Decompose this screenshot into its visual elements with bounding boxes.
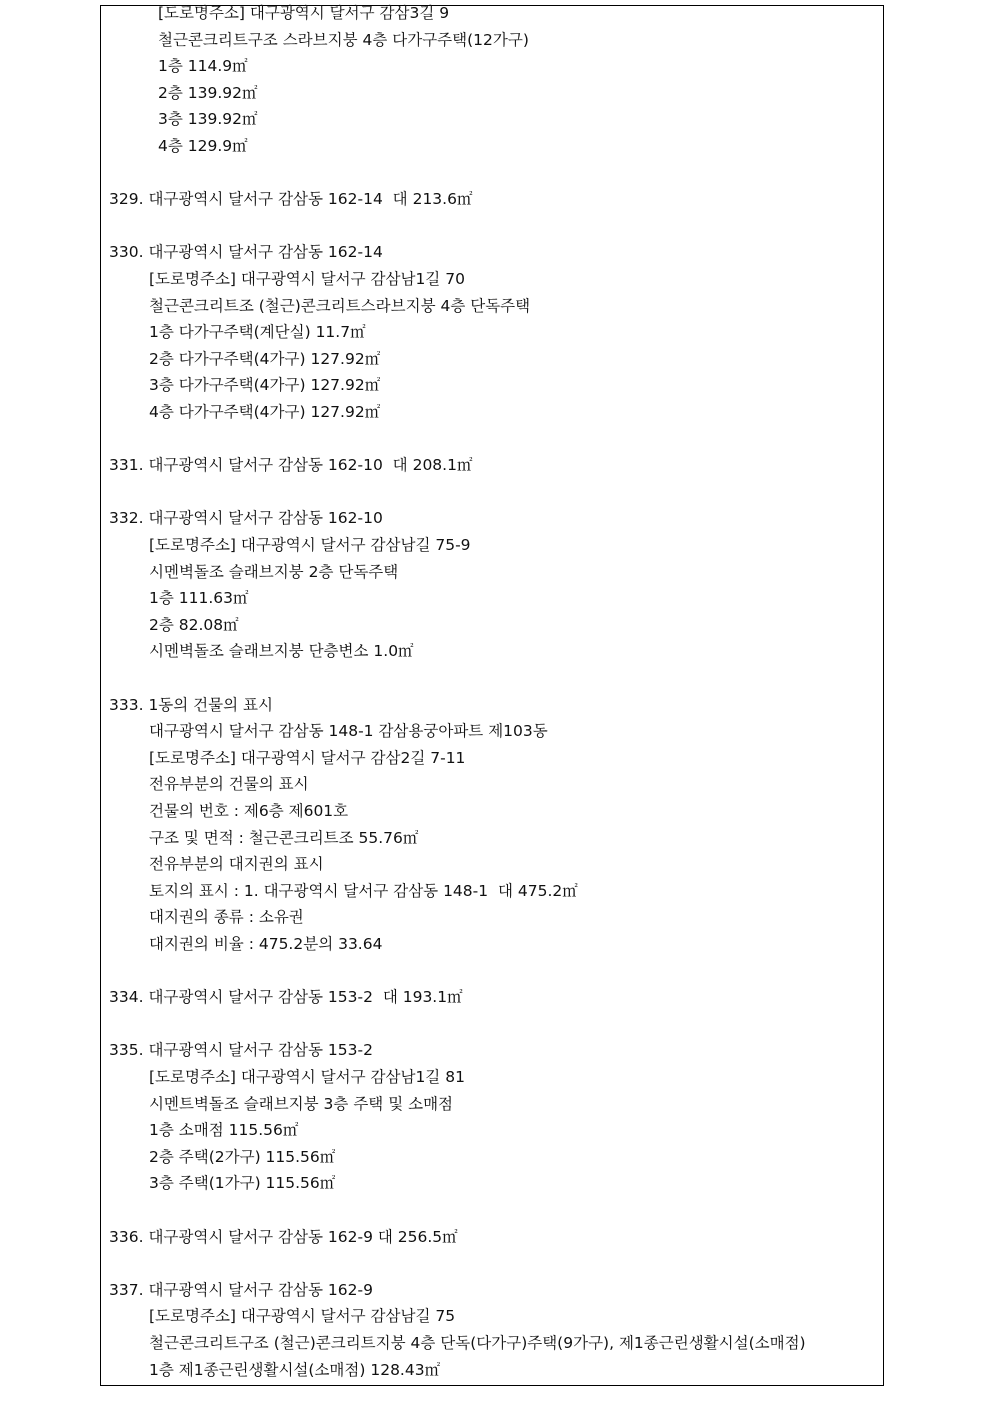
entry-detail-line: [도로명주소] 대구광역시 달서구 감삼2길 7-11 [149,748,466,767]
entry-heading: 331. 대구광역시 달서구 감삼동 162-10 대 208.1㎡ [109,456,473,475]
entry-detail-line: 시멘벽돌조 슬래브지붕 단층변소 1.0㎡ [149,642,414,661]
entry-detail-line: 건물의 번호 : 제6층 제601호 [149,802,349,820]
entry-detail-line: 1층 소매점 115.56㎡ [149,1121,299,1140]
entry-heading: 332. 대구광역시 달서구 감삼동 162-10 [109,509,383,528]
entry-detail-line: 3층 139.92㎡ [158,110,258,129]
entry-detail-line: 2층 주택(2가구) 115.56㎡ [149,1147,336,1166]
entry-detail-line: 1층 다가구주택(계단실) 11.7㎡ [149,323,366,342]
entry-detail-line: [도로명주소] 대구광역시 달서구 감삼남길 75-9 [149,536,471,554]
entry-detail-line: 구조 및 면적 : 철근콘크리트조 55.76㎡ [149,828,419,847]
entry-heading: 333. 1동의 건물의 표시 [109,695,273,714]
entry-detail-line: 2층 82.08㎡ [149,615,239,634]
entry-detail-line: 시멘벽돌조 슬래브지붕 2층 단독주택 [149,562,399,581]
entry-detail-line: 철근콘크리트조 (철근)콘크리트스라브지붕 4층 단독주택 [149,296,531,315]
entry-detail-line: 철근콘크리트구조 (철근)콘크리트지붕 4층 단독(다가구)주택(9가구), 제1종근린생활시설(소매점) [149,1334,806,1352]
entry-heading: 330. 대구광역시 달서구 감삼동 162-14 [109,243,383,262]
entry-detail-line: 철근콘크리트구조 스라브지붕 4층 다가구주택(12가구) [158,30,529,49]
entry-detail-line: 1층 111.63㎡ [149,589,249,608]
entry-detail-line: [도로명주소] 대구광역시 달서구 감삼남1길 81 [149,1068,465,1086]
entry-detail-line: [도로명주소] 대구광역시 달서구 감삼남1길 70 [149,270,465,288]
entry-heading: 335. 대구광역시 달서구 감삼동 153-2 [109,1041,373,1060]
entry-detail-line: 시멘트벽돌조 슬래브지붕 3층 주택 및 소매점 [149,1094,454,1113]
entry-heading: 334. 대구광역시 달서구 감삼동 153-2 대 193.1㎡ [109,988,463,1007]
entry-detail-line: 1층 114.9㎡ [158,57,248,76]
entry-detail-line: 3층 주택(1가구) 115.56㎡ [149,1174,336,1193]
entry-detail-line: 2층 139.92㎡ [158,83,258,102]
entry-detail-line: 4층 129.9㎡ [158,137,248,155]
entry-heading: 336. 대구광역시 달서구 감삼동 162-9 대 256.5㎡ [109,1227,458,1246]
entry-detail-line: 토지의 표시 : 1. 대구광역시 달서구 감삼동 148-1 대 475.2㎡ [149,881,578,900]
entry-detail-line: 4층 다가구주택(4가구) 127.92㎡ [149,403,381,421]
entry-detail-line: 대지권의 종류 : 소유권 [149,908,304,927]
document-frame [100,5,884,1386]
entry-detail-line: 대구광역시 달서구 감삼동 148-1 감삼용궁아파트 제103동 [149,722,548,741]
entry-detail-line: 전유부분의 대지권의 표시 [149,855,324,874]
entry-detail-line: 대지권의 비율 : 475.2분의 33.64 [149,935,383,953]
entry-detail-line: 전유부분의 건물의 표시 [149,775,309,794]
entry-heading: 337. 대구광역시 달서구 감삼동 162-9 [109,1280,373,1299]
entry-detail-line: 1층 제1종근린생활시설(소매점) 128.43㎡ [149,1360,441,1379]
entry-detail-line: [도로명주소] 대구광역시 달서구 감삼남길 75 [149,1307,456,1326]
entry-detail-line: [도로명주소] 대구광역시 달서구 감삼3길 9 [158,4,450,22]
entry-heading: 329. 대구광역시 달서구 감삼동 162-14 대 213.6㎡ [109,190,473,209]
entry-detail-line: 3층 다가구주택(4가구) 127.92㎡ [149,376,381,395]
entry-detail-line: 2층 다가구주택(4가구) 127.92㎡ [149,349,381,368]
